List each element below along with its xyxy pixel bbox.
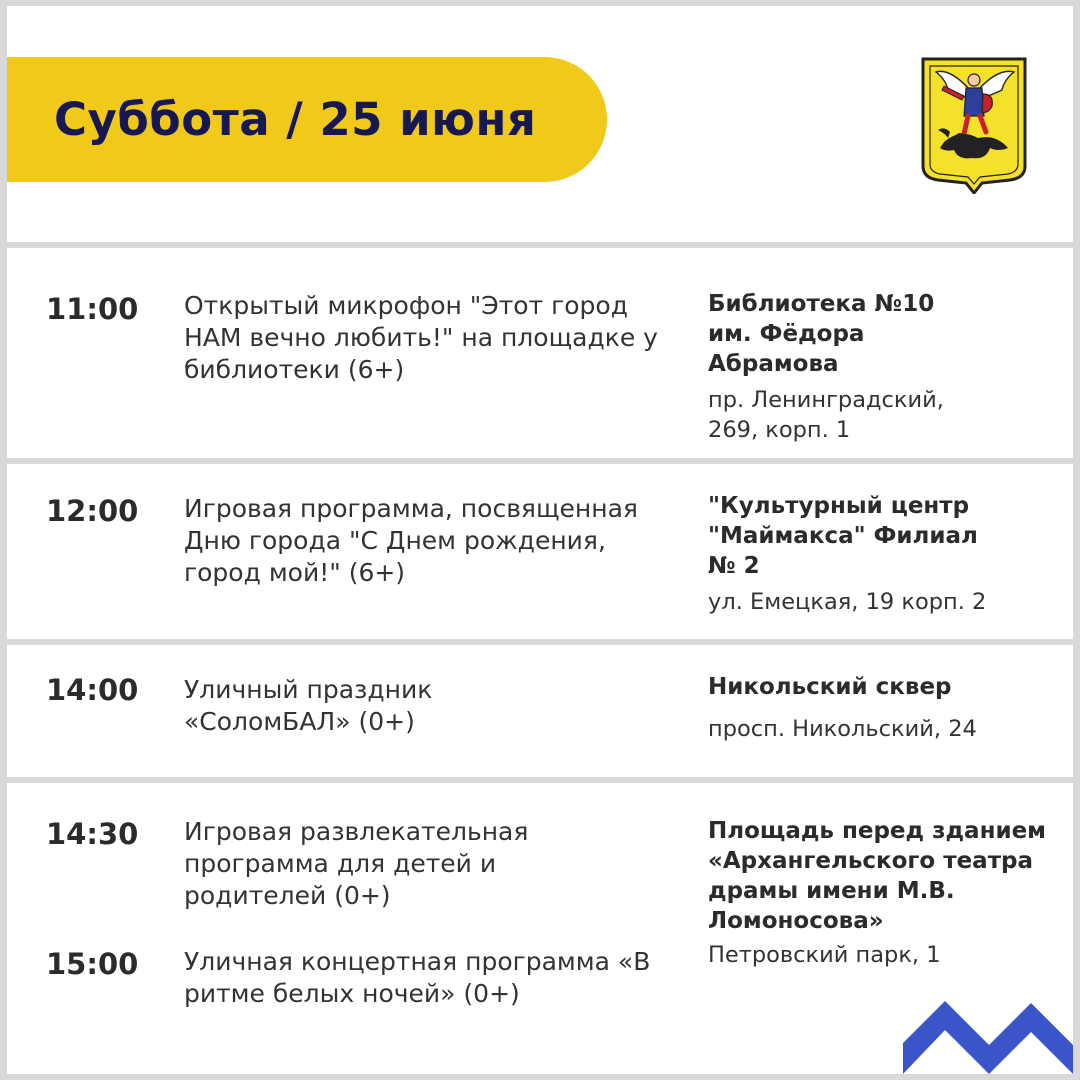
venue-name: Библиотека №10 им. Фёдора Абрамова [708,291,935,377]
page-title: Суббота / 25 июня [54,93,537,146]
date-banner [7,57,607,182]
schedule-row [7,248,1073,458]
venue-address: пр. Ленинградский, 269, корп. 1 [708,387,944,443]
venue [708,816,1068,970]
schedule-row [7,464,1073,639]
event-time: 12:00 [46,494,139,528]
header [7,6,1073,244]
venue-address: ул. Емецкая, 19 корп. 2 [708,589,987,615]
venue-name: "Культурный центр "Маймакса" Филиал № 2 [708,493,978,579]
event-time: 14:00 [46,673,139,707]
venue-address: Петровский парк, 1 [708,942,941,968]
event-title: Игровая развлекательная программа для детей и родителей (0+) [184,817,529,910]
event-time: 11:00 [46,292,139,326]
venue-name: Площадь перед зданием «Архангельского театра драмы имени М.В. Ломоносова» [708,818,1046,934]
event-title: Открытый микрофон "Этот город НАМ вечно любить!" на площадке у библиотеки (6+) [184,291,658,384]
venue [708,491,1068,617]
event-title: Игровая программа, посвященная Дню города "С Днем рождения, город мой!" (6+) [184,494,638,587]
event-title: Уличная концертная программа «В ритме белых ночей» (0+) [184,947,651,1008]
venue [708,289,1068,445]
schedule-card [7,6,1073,1074]
archangel-coat-of-arms-icon [920,56,1028,194]
venue [708,672,1068,744]
venue-name: Никольский сквер [708,674,952,700]
event-title: Уличный праздник «СоломБАЛ» (0+) [184,675,433,736]
schedule-row [7,783,1073,1074]
event-time: 14:30 [46,817,139,851]
venue-address: просп. Никольский, 24 [708,716,977,742]
schedule-row [7,645,1073,777]
m-chevron-logo-icon [903,1001,1073,1074]
event-time: 15:00 [46,947,139,981]
